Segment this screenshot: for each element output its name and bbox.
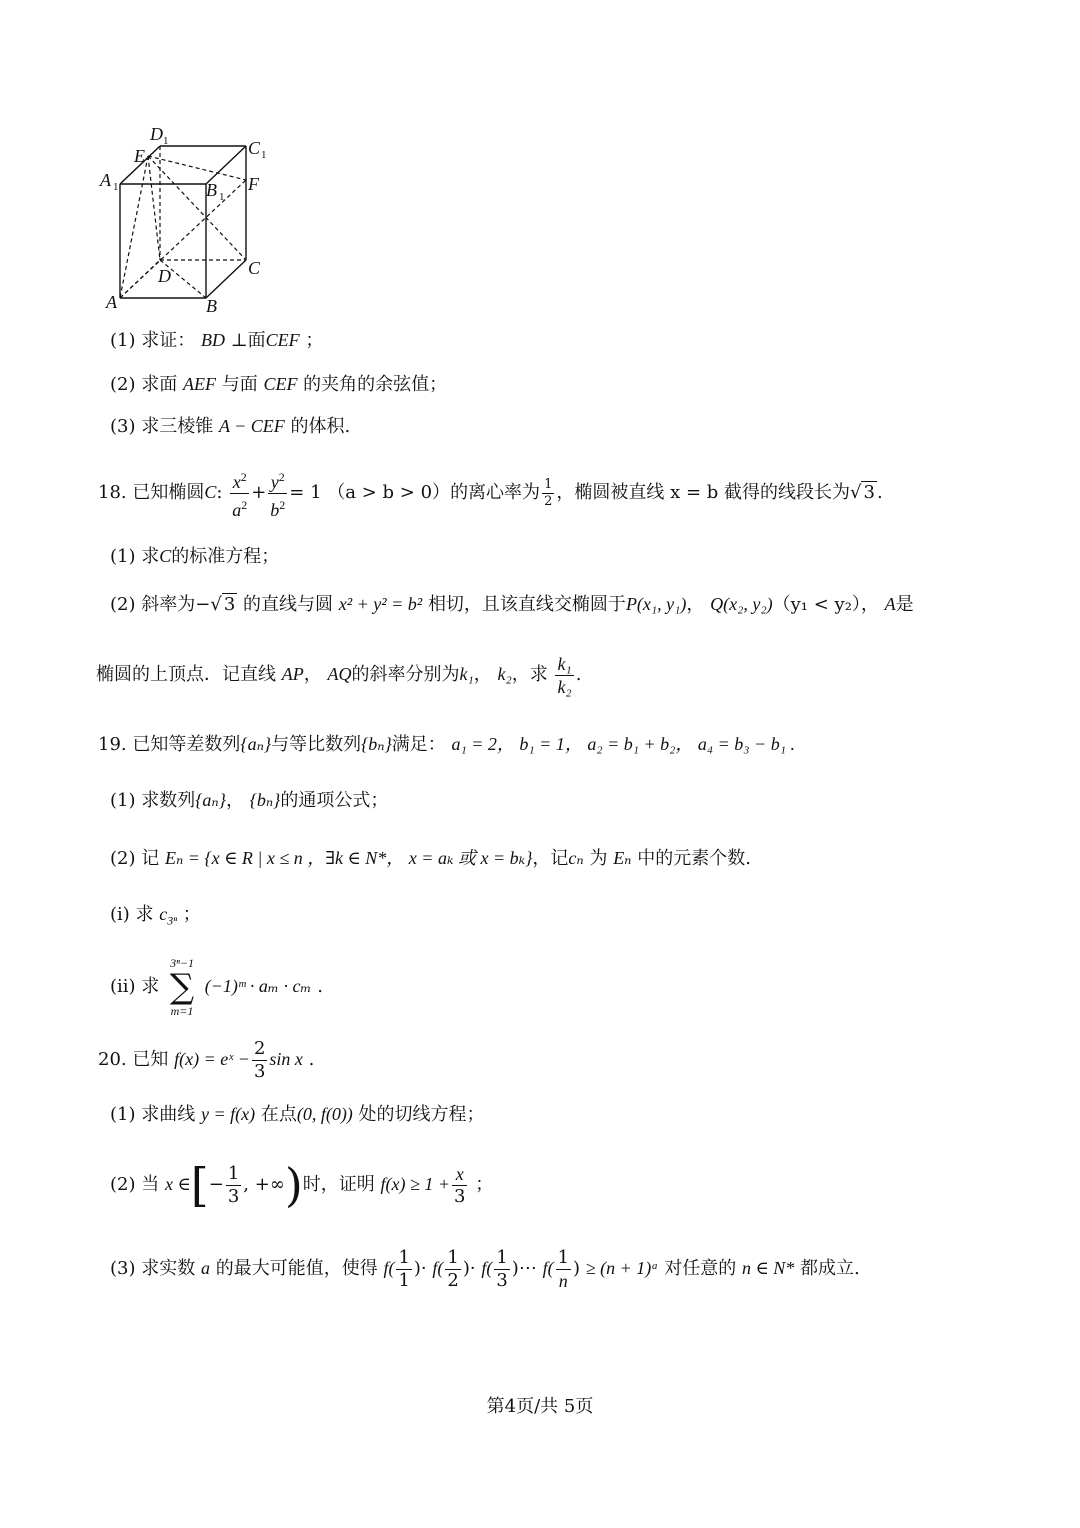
label-C1: C xyxy=(248,138,261,158)
math: AEF xyxy=(182,374,216,394)
label-D1: D xyxy=(150,124,163,144)
math: ≥ (n + 1)ᵃ xyxy=(585,1258,659,1278)
q19-sub-i xyxy=(110,902,201,933)
math: {aₙ} xyxy=(240,734,272,754)
text: 的标准方程； xyxy=(171,546,280,567)
text: 已知椭圆 xyxy=(132,482,205,503)
math: 3 xyxy=(863,482,875,503)
question-number: 18. xyxy=(98,482,127,503)
text: 求证： xyxy=(141,330,196,351)
text: ； xyxy=(475,1174,494,1195)
math: {bₙ} xyxy=(361,734,392,754)
math: Eₙ = {x ∈ R | x ≤ n ，∃k ∈ N*， x = aₖ 或 x = bₖ} xyxy=(164,848,533,868)
perp-symbol: ⊥ xyxy=(230,330,248,351)
math: A xyxy=(884,594,896,614)
math: (−1)ᵐ · aₘ · cₘ xyxy=(204,976,312,996)
math: y = f(x) xyxy=(200,1104,256,1124)
label-C: C xyxy=(248,258,261,278)
text: 与面 xyxy=(221,374,258,395)
text: . xyxy=(308,1049,315,1070)
text: 求三棱锥 xyxy=(141,416,214,437)
text: 中的元素个数. xyxy=(637,848,751,869)
question-number: 19. xyxy=(98,734,127,755)
math: n ∈ N* xyxy=(741,1258,795,1278)
product-fraction-1: $\frac{1}{1}$ xyxy=(398,1246,410,1291)
question-number: 20. xyxy=(98,1049,127,1070)
q18-part1 xyxy=(110,544,279,569)
text: 都成立. xyxy=(800,1258,860,1279)
part-number: (1) xyxy=(110,790,136,811)
math: 3 xyxy=(223,594,236,615)
text: 与等比数列 xyxy=(271,734,362,755)
math: sin x xyxy=(269,1049,303,1069)
text: 求曲线 xyxy=(141,1104,196,1125)
math: AQ xyxy=(327,664,352,684)
text: 的体积. xyxy=(290,416,351,437)
math: P(x₁, y₁) xyxy=(625,594,687,614)
bracket: [ xyxy=(190,1158,209,1212)
text: 当 xyxy=(141,1174,160,1195)
label-B1: B xyxy=(206,180,217,200)
label-D1-sub: 1 xyxy=(163,135,169,147)
text: 在点 xyxy=(260,1104,297,1125)
condition: （y₁ < y₂）， xyxy=(772,594,879,615)
text: 面 xyxy=(247,330,266,351)
text: 求面 xyxy=(141,374,178,395)
text: 求 xyxy=(141,976,160,997)
text: 的通项公式； xyxy=(280,790,389,811)
eccentricity-fraction: $\frac{1}{2}$ xyxy=(544,476,553,509)
label-F: F xyxy=(248,174,259,194)
text: 求数列 xyxy=(141,790,196,811)
part-number: (2) xyxy=(110,848,136,869)
q17-part1 xyxy=(110,328,323,353)
label-B: B xyxy=(206,296,217,316)
label-A1: A xyxy=(100,170,111,190)
part-number: (1) xyxy=(110,546,136,567)
interval-fraction: $\frac{1}{3}$ xyxy=(227,1162,240,1207)
text: 对任意的 xyxy=(664,1258,737,1279)
q19-part2 xyxy=(110,846,751,871)
math: a₁ = 2， b₁ = 1， a₂ = b₁ + b₂， a₄ = b₃ − b₁ . xyxy=(451,734,795,754)
math: C xyxy=(159,546,172,566)
label-B1-sub: 1 xyxy=(219,191,225,203)
product-fraction-3: $\frac{1}{3}$ xyxy=(496,1246,508,1291)
condition: （a > b > 0） xyxy=(327,482,451,503)
math-subscript: 3ⁿ xyxy=(167,913,178,928)
text: ，记 xyxy=(532,848,569,869)
q19-sub-ii xyxy=(110,956,323,1018)
ellipse-fraction-y: $\frac{y^2}{b^2}$ xyxy=(268,466,287,521)
label-A1-sub: 1 xyxy=(113,181,119,193)
math: CEF xyxy=(263,374,298,394)
text: 的最大可能值，使得 xyxy=(215,1258,378,1279)
text: 椭圆的上顶点．记直线 xyxy=(96,664,276,685)
product-fraction-n: $\frac{1}{n}$ xyxy=(557,1246,570,1291)
q18-part2-line2: 椭圆的上顶点．记直线 AP， AQ的斜率分别为k₁， k₂，求 $\frac{\text{k₁}}{\text{k₂}}$ . xyxy=(96,653,582,697)
text: 的离心率为 xyxy=(450,482,541,503)
q20-part1 xyxy=(110,1102,485,1127)
math: a xyxy=(200,1258,210,1278)
math: Q(x₂, y₂) xyxy=(710,594,773,614)
part-number: (i) xyxy=(110,904,130,925)
q20-part3: (3) 求实数 a 的最大可能值，使得 f( $\frac{1}{1}$ )· f( $\frac{1}{2}$ )· f( $\frac{1}{3}$ )⋯ f( $\frac{1}{n}$ ) ≥ (n + 1)ᵃ 对任意的 n ∈ N* 都成立. xyxy=(110,1246,860,1291)
part-number: (1) xyxy=(110,1104,136,1125)
math: Eₙ xyxy=(613,848,632,868)
ellipse-fraction-x: $\frac{x^2}{a^2}$ xyxy=(230,466,249,521)
q18-part2-line1: (2) 斜率为−√ 3 的直线与圆 x² + y² = b² 相切，且该直线交椭圆于P(x₁, y₁)， Q(x₂, y₂)（y₁ < y₂）， A是 xyxy=(110,594,914,615)
q19-stem xyxy=(98,732,795,757)
text: ； xyxy=(305,330,324,351)
summation: 3ⁿ−1 ∑ m=1 xyxy=(169,956,195,1018)
math: cₙ xyxy=(568,848,584,868)
product-fraction-2: $\frac{1}{2}$ xyxy=(447,1246,459,1291)
slope-ratio-fraction: $\frac{\text{k₁}}{\text{k₂}}$ xyxy=(557,653,572,697)
math: {aₙ} xyxy=(195,790,226,810)
math: x² + y² = b² xyxy=(338,594,423,614)
math: {bₙ} xyxy=(249,790,281,810)
part-number: (2) xyxy=(110,1174,136,1195)
text: 已知 xyxy=(132,1049,169,1070)
math: C xyxy=(204,482,217,502)
label-C1-sub: 1 xyxy=(261,149,267,161)
q17-part2 xyxy=(110,372,447,397)
page-footer: 第4页/共 5页 xyxy=(486,1396,594,1417)
text: 是 xyxy=(895,594,914,615)
q18-stem: 18. 已知椭圆C: $\frac{x^2}{a^2}$ + $\frac{y^2}{b^2}$ = 1 （a > b > 0）的离心率为 $\frac{1}{2}$ ，椭圆被直线 x = b 截得的线段长为√ 3 . xyxy=(98,462,883,523)
math: AP xyxy=(281,664,304,684)
text: 相切，且该直线交椭圆于 xyxy=(427,594,626,615)
q20-part2 xyxy=(110,1154,493,1215)
part-number: (2) xyxy=(110,374,136,395)
math: CEF xyxy=(265,330,300,350)
math: − xyxy=(195,594,211,615)
math: A − CEF xyxy=(218,416,285,436)
label-D: D xyxy=(158,266,171,286)
text: 已知等差数列 xyxy=(132,734,241,755)
label-E: E xyxy=(134,146,145,166)
math: BD xyxy=(200,330,225,350)
text: ； xyxy=(182,904,201,925)
text: ， xyxy=(225,790,244,811)
text: . xyxy=(317,976,323,997)
cube-figure xyxy=(96,118,286,318)
text: 求 xyxy=(141,546,160,567)
q20-stem xyxy=(98,1032,314,1087)
math: f( xyxy=(383,1258,395,1278)
math: (0, f(0)) xyxy=(296,1104,353,1124)
math: x ∈ xyxy=(164,1174,191,1194)
coefficient-fraction: $\frac{2}{3}$ xyxy=(253,1037,266,1082)
part-number: (2) xyxy=(110,594,136,615)
text: . xyxy=(575,664,582,685)
text: 处的切线方程； xyxy=(358,1104,485,1125)
text: . xyxy=(876,482,883,503)
text: 的斜率分别为 xyxy=(351,664,460,685)
part-number: (3) xyxy=(110,416,136,437)
math: , +∞ xyxy=(243,1174,285,1195)
text: 的夹角的余弦值； xyxy=(303,374,448,395)
math: k₁ xyxy=(459,664,474,684)
text: ，椭圆被直线 x = b 截得的线段长为 xyxy=(556,482,850,503)
text: 时，证明 xyxy=(302,1174,375,1195)
text: 斜率为 xyxy=(141,594,196,615)
text: 满足： xyxy=(391,734,446,755)
part-number: (1) xyxy=(110,330,136,351)
text: 为 xyxy=(589,848,608,869)
q19-part1 xyxy=(110,788,388,813)
math: k₂ xyxy=(497,664,512,684)
text: 记 xyxy=(141,848,160,869)
math: − xyxy=(208,1174,224,1195)
text: 求 xyxy=(135,904,154,925)
math: c xyxy=(159,904,168,924)
bracket: ) xyxy=(284,1158,303,1212)
text: 求实数 xyxy=(141,1258,196,1279)
part-number: (3) xyxy=(110,1258,136,1279)
part-number: (ii) xyxy=(110,976,136,997)
text: 的直线与圆 xyxy=(243,594,333,615)
label-A: A xyxy=(106,292,117,312)
bound-fraction: $\frac{x}{3}$ xyxy=(454,1163,466,1207)
math: f(x) ≥ 1 + xyxy=(380,1174,451,1194)
q17-part3 xyxy=(110,414,350,439)
math: = 1 xyxy=(289,482,322,503)
math: f(x) = eˣ − xyxy=(174,1049,250,1069)
text: ，求 xyxy=(511,664,548,685)
